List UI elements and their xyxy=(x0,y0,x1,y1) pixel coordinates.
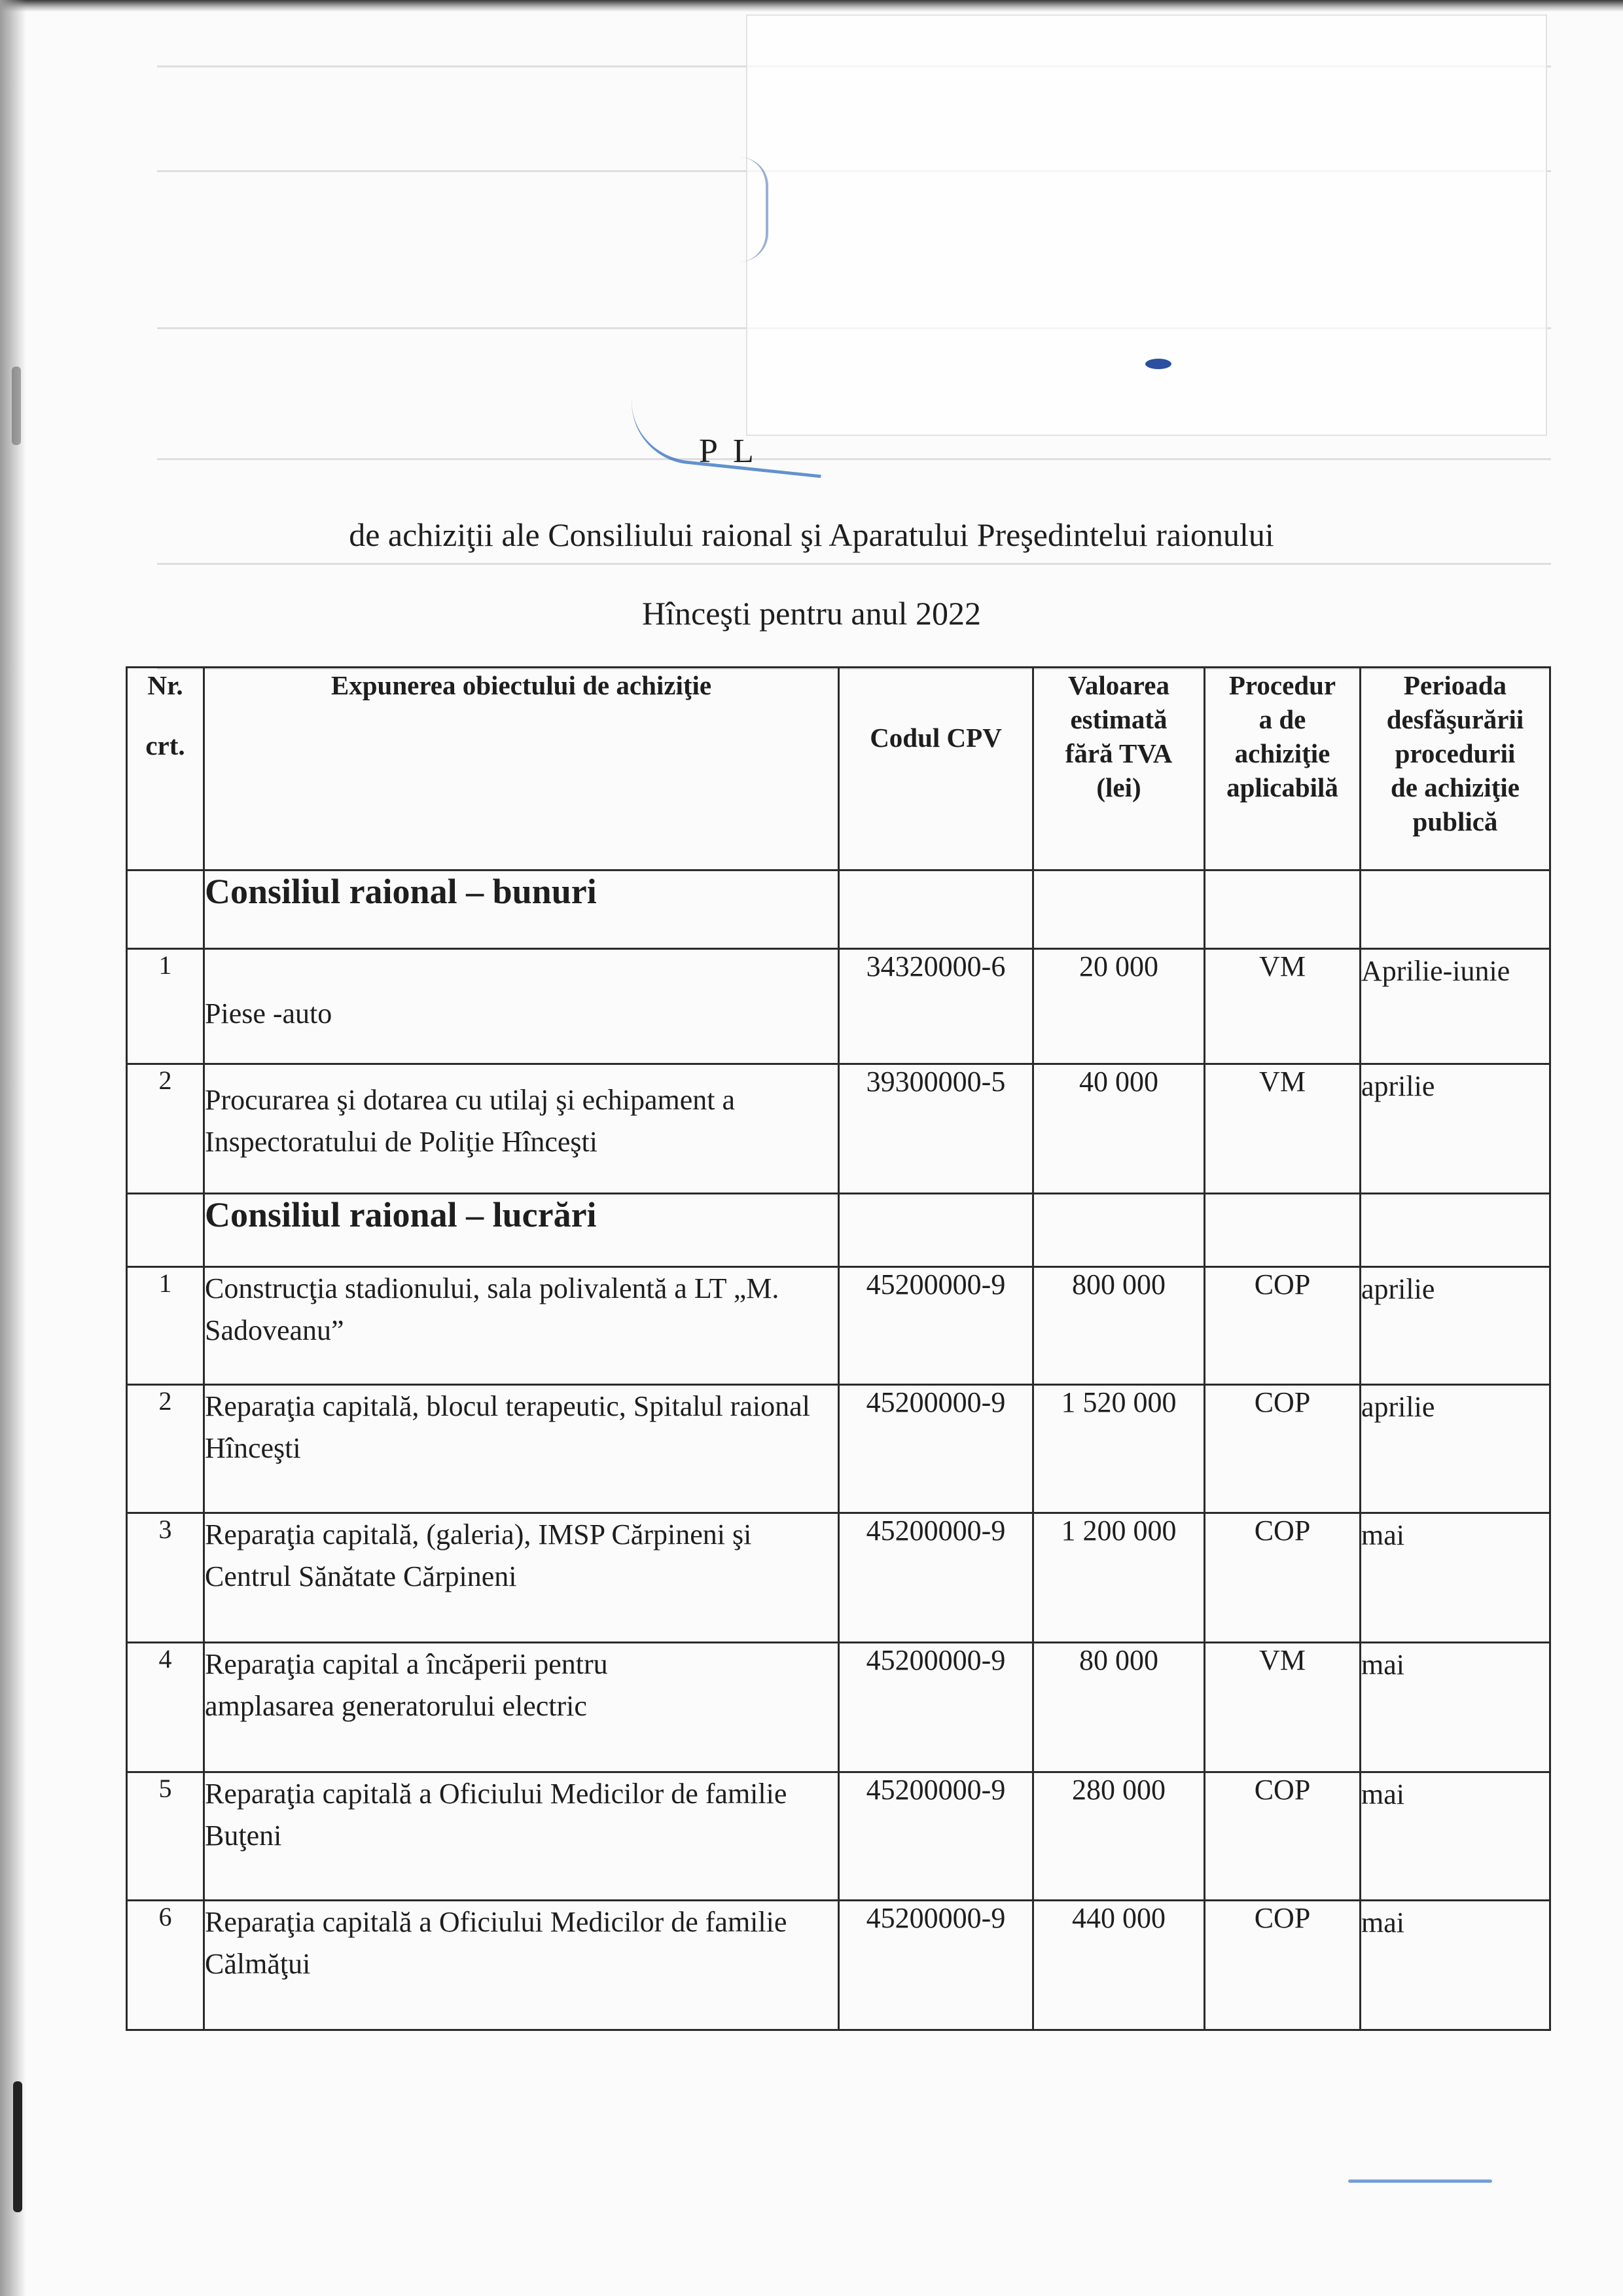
scan-scuff xyxy=(12,367,21,445)
header-period: Perioada desfăşurării procedurii de achiziţie publică xyxy=(1361,668,1550,870)
row-procedure: COP xyxy=(1205,1513,1361,1643)
header-procedure: Procedur a de achiziţie aplicabilă xyxy=(1205,668,1361,870)
row-value: 800 000 xyxy=(1033,1267,1205,1385)
procurement-plan-table xyxy=(126,666,1551,2031)
row-object: Reparaţia capitală, (galeria), IMSP Cărpineni şi Centrul Sănătate Cărpineni xyxy=(204,1513,839,1643)
row-cpv: 39300000-5 xyxy=(839,1064,1033,1194)
section-title-lucrari: Consiliul raional – lucrări xyxy=(204,1194,839,1267)
header-cpv: Codul CPV xyxy=(839,668,1033,870)
row-object: Reparaţia capital a încăperii pentru amplasarea generatorului electric xyxy=(204,1643,839,1772)
header-object: Expunerea obiectului de achiziţie xyxy=(204,668,839,870)
section-row-lucrari xyxy=(127,1194,1550,1267)
table-row xyxy=(127,1513,1550,1643)
header-nr: Nr. crt. xyxy=(127,668,204,870)
row-nr: 1 xyxy=(127,1267,204,1385)
row-value: 280 000 xyxy=(1033,1772,1205,1901)
scan-left-edge xyxy=(0,0,26,2296)
stamp-mark xyxy=(740,157,768,262)
row-object: Reparaţia capitală, blocul terapeutic, Spitalul raional Hînceşti xyxy=(204,1385,839,1513)
row-cpv: 45200000-9 xyxy=(839,1513,1033,1643)
header-value: Valoarea estimată fără TVA (lei) xyxy=(1033,668,1205,870)
table-row xyxy=(127,1385,1550,1513)
row-procedure: COP xyxy=(1205,1385,1361,1513)
row-value: 20 000 xyxy=(1033,949,1205,1064)
row-object: Procurarea şi dotarea cu utilaj şi echipament a Inspectoratului de Poliţie Hînceşti xyxy=(204,1064,839,1194)
row-period: mai xyxy=(1361,1643,1550,1772)
row-object: Piese -auto xyxy=(204,949,839,1064)
row-cpv: 45200000-9 xyxy=(839,1901,1033,2030)
row-nr: 3 xyxy=(127,1513,204,1643)
section-row-bunuri xyxy=(127,870,1550,949)
row-cpv: 34320000-6 xyxy=(839,949,1033,1064)
row-nr: 4 xyxy=(127,1643,204,1772)
row-procedure: COP xyxy=(1205,1772,1361,1901)
document-subtitle: de achiziţii ale Consiliului raional şi Aparatului Preşedintelui raionului xyxy=(349,516,1274,553)
table-header-row xyxy=(127,668,1550,870)
pen-mark xyxy=(1348,2179,1492,2183)
row-object: Reparaţia capitală a Oficiului Medicilor de familie Buţeni xyxy=(204,1772,839,1901)
table-row xyxy=(127,1772,1550,1901)
row-period: aprilie xyxy=(1361,1064,1550,1194)
row-nr: 2 xyxy=(127,1064,204,1194)
row-period: Aprilie-iunie xyxy=(1361,949,1550,1064)
row-value: 1 520 000 xyxy=(1033,1385,1205,1513)
row-cpv: 45200000-9 xyxy=(839,1772,1033,1901)
row-period: mai xyxy=(1361,1901,1550,2030)
attached-note-overlay xyxy=(746,14,1547,436)
pen-mark xyxy=(1145,359,1171,369)
row-value: 1 200 000 xyxy=(1033,1513,1205,1643)
row-cpv: 45200000-9 xyxy=(839,1643,1033,1772)
table-row xyxy=(127,1901,1550,2030)
row-object: Reparaţia capitală a Oficiului Medicilor de familie Călmăţui xyxy=(204,1901,839,2030)
document-title: P L xyxy=(699,433,758,470)
row-procedure: COP xyxy=(1205,1901,1361,2030)
row-nr: 1 xyxy=(127,949,204,1064)
row-procedure: VM xyxy=(1205,949,1361,1064)
row-nr: 5 xyxy=(127,1772,204,1901)
section-title-bunuri: Consiliul raional – bunuri xyxy=(204,870,839,949)
row-value: 40 000 xyxy=(1033,1064,1205,1194)
row-procedure: VM xyxy=(1205,1643,1361,1772)
scan-top-edge xyxy=(0,0,1623,12)
row-nr: 6 xyxy=(127,1901,204,2030)
row-value: 440 000 xyxy=(1033,1901,1205,2030)
table-row xyxy=(127,1267,1550,1385)
row-nr: 2 xyxy=(127,1385,204,1513)
table-row xyxy=(127,1643,1550,1772)
row-period: mai xyxy=(1361,1772,1550,1901)
row-period: aprilie xyxy=(1361,1267,1550,1385)
row-cpv: 45200000-9 xyxy=(839,1385,1033,1513)
row-object: Construcţia stadionului, sala polivalentă a LT „M. Sadoveanu” xyxy=(204,1267,839,1385)
table-row xyxy=(127,1064,1550,1194)
row-period: aprilie xyxy=(1361,1385,1550,1513)
row-procedure: VM xyxy=(1205,1064,1361,1194)
row-period: mai xyxy=(1361,1513,1550,1643)
row-cpv: 45200000-9 xyxy=(839,1267,1033,1385)
scan-scuff xyxy=(13,2081,22,2212)
row-value: 80 000 xyxy=(1033,1643,1205,1772)
row-procedure: COP xyxy=(1205,1267,1361,1385)
document-subtitle-year: Hînceşti pentru anul 2022 xyxy=(642,595,981,632)
table-row xyxy=(127,949,1550,1064)
